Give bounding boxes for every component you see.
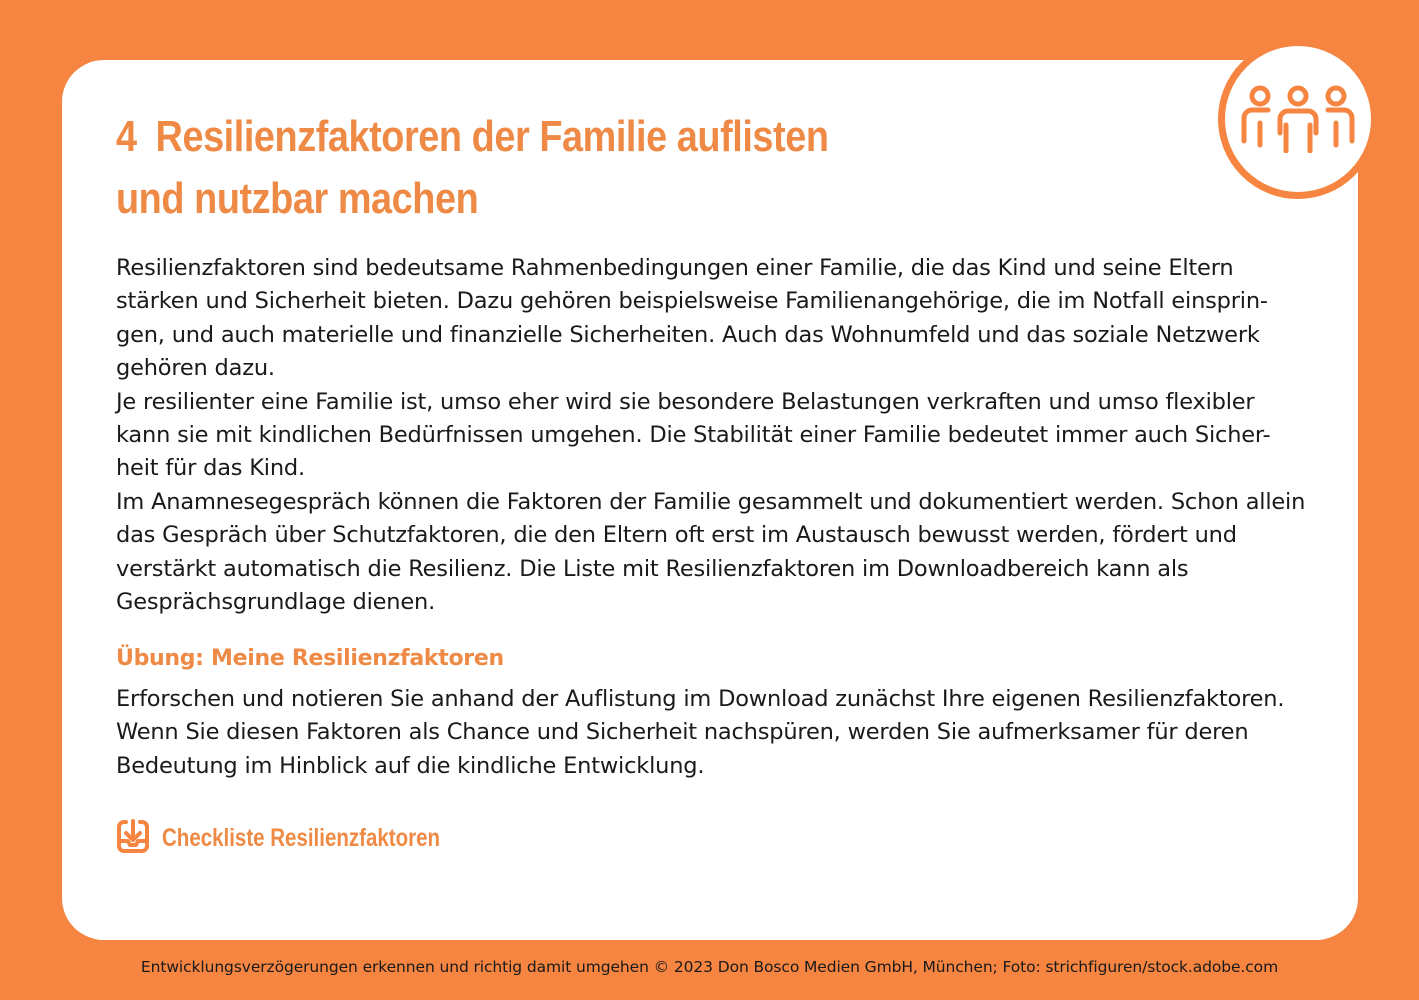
download-label: Checkliste Resilienzfaktoren: [162, 823, 440, 852]
title-line-1: Resilienzfaktoren der Familie auflisten: [155, 112, 829, 161]
title-line-2: und nutzbar machen: [116, 174, 479, 223]
body-paragraph: Im Anamnesegespräch können die Faktoren der Familie gesammelt und dokumentiert werden. Schon allein das Gespräch über Schutzfaktoren, die den Eltern oft erst im Austausch bewusst werden, fördert und verstärkt automatisch die Resilienz. Die Liste mit Resilienzfaktoren im Downloadbereich kann als Gesprächsgrundlage dienen.: [116, 488, 1306, 616]
family-group-icon: [1218, 39, 1378, 199]
page-title: [116, 106, 976, 230]
body-text: [116, 252, 1306, 619]
exercise-text: Erforschen und notieren Sie anhand der Auflistung im Download zunächst Ihre eigenen Resilienzfaktoren. Wenn Sie diesen Faktoren als Chance und Sicherheit nachspüren, werden Sie aufmerksamer für deren Bedeutung im Hinblick auf die kindliche Entwicklung.: [116, 686, 1285, 779]
body-paragraph: Je resilienter eine Familie ist, umso eher wird sie besondere Belastungen verkraften und umso flexibler kann sie mit kindlichen Bedürfnissen umgehen. Die Stabilität einer Familie bedeutet immer auch Sicher-heit für das Kind.: [116, 388, 1271, 482]
download-icon: [116, 818, 150, 858]
body-paragraph: Resilienzfaktoren sind bedeutsame Rahmenbedingungen einer Familie, die das Kind und seine Eltern stärken und Sicherheit bieten. Dazu gehören beispielsweise Familienangehörige, die im Notfall einsprin-gen, und auch materielle und finanzielle Sicherheiten. Auch das Wohnumfeld und das soziale Netzwerk gehören dazu.: [116, 255, 1268, 382]
footer-copyright: Entwicklungsverzögerungen erkennen und richtig damit umgehen © 2023 Don Bosco Medien GmbH, München; Foto: strichfiguren/stock.adobe.com: [140, 958, 1279, 976]
section-number: 4: [116, 112, 137, 161]
download-link[interactable]: [116, 818, 501, 858]
exercise-heading: Übung: Meine Resilienzfaktoren: [116, 646, 504, 671]
